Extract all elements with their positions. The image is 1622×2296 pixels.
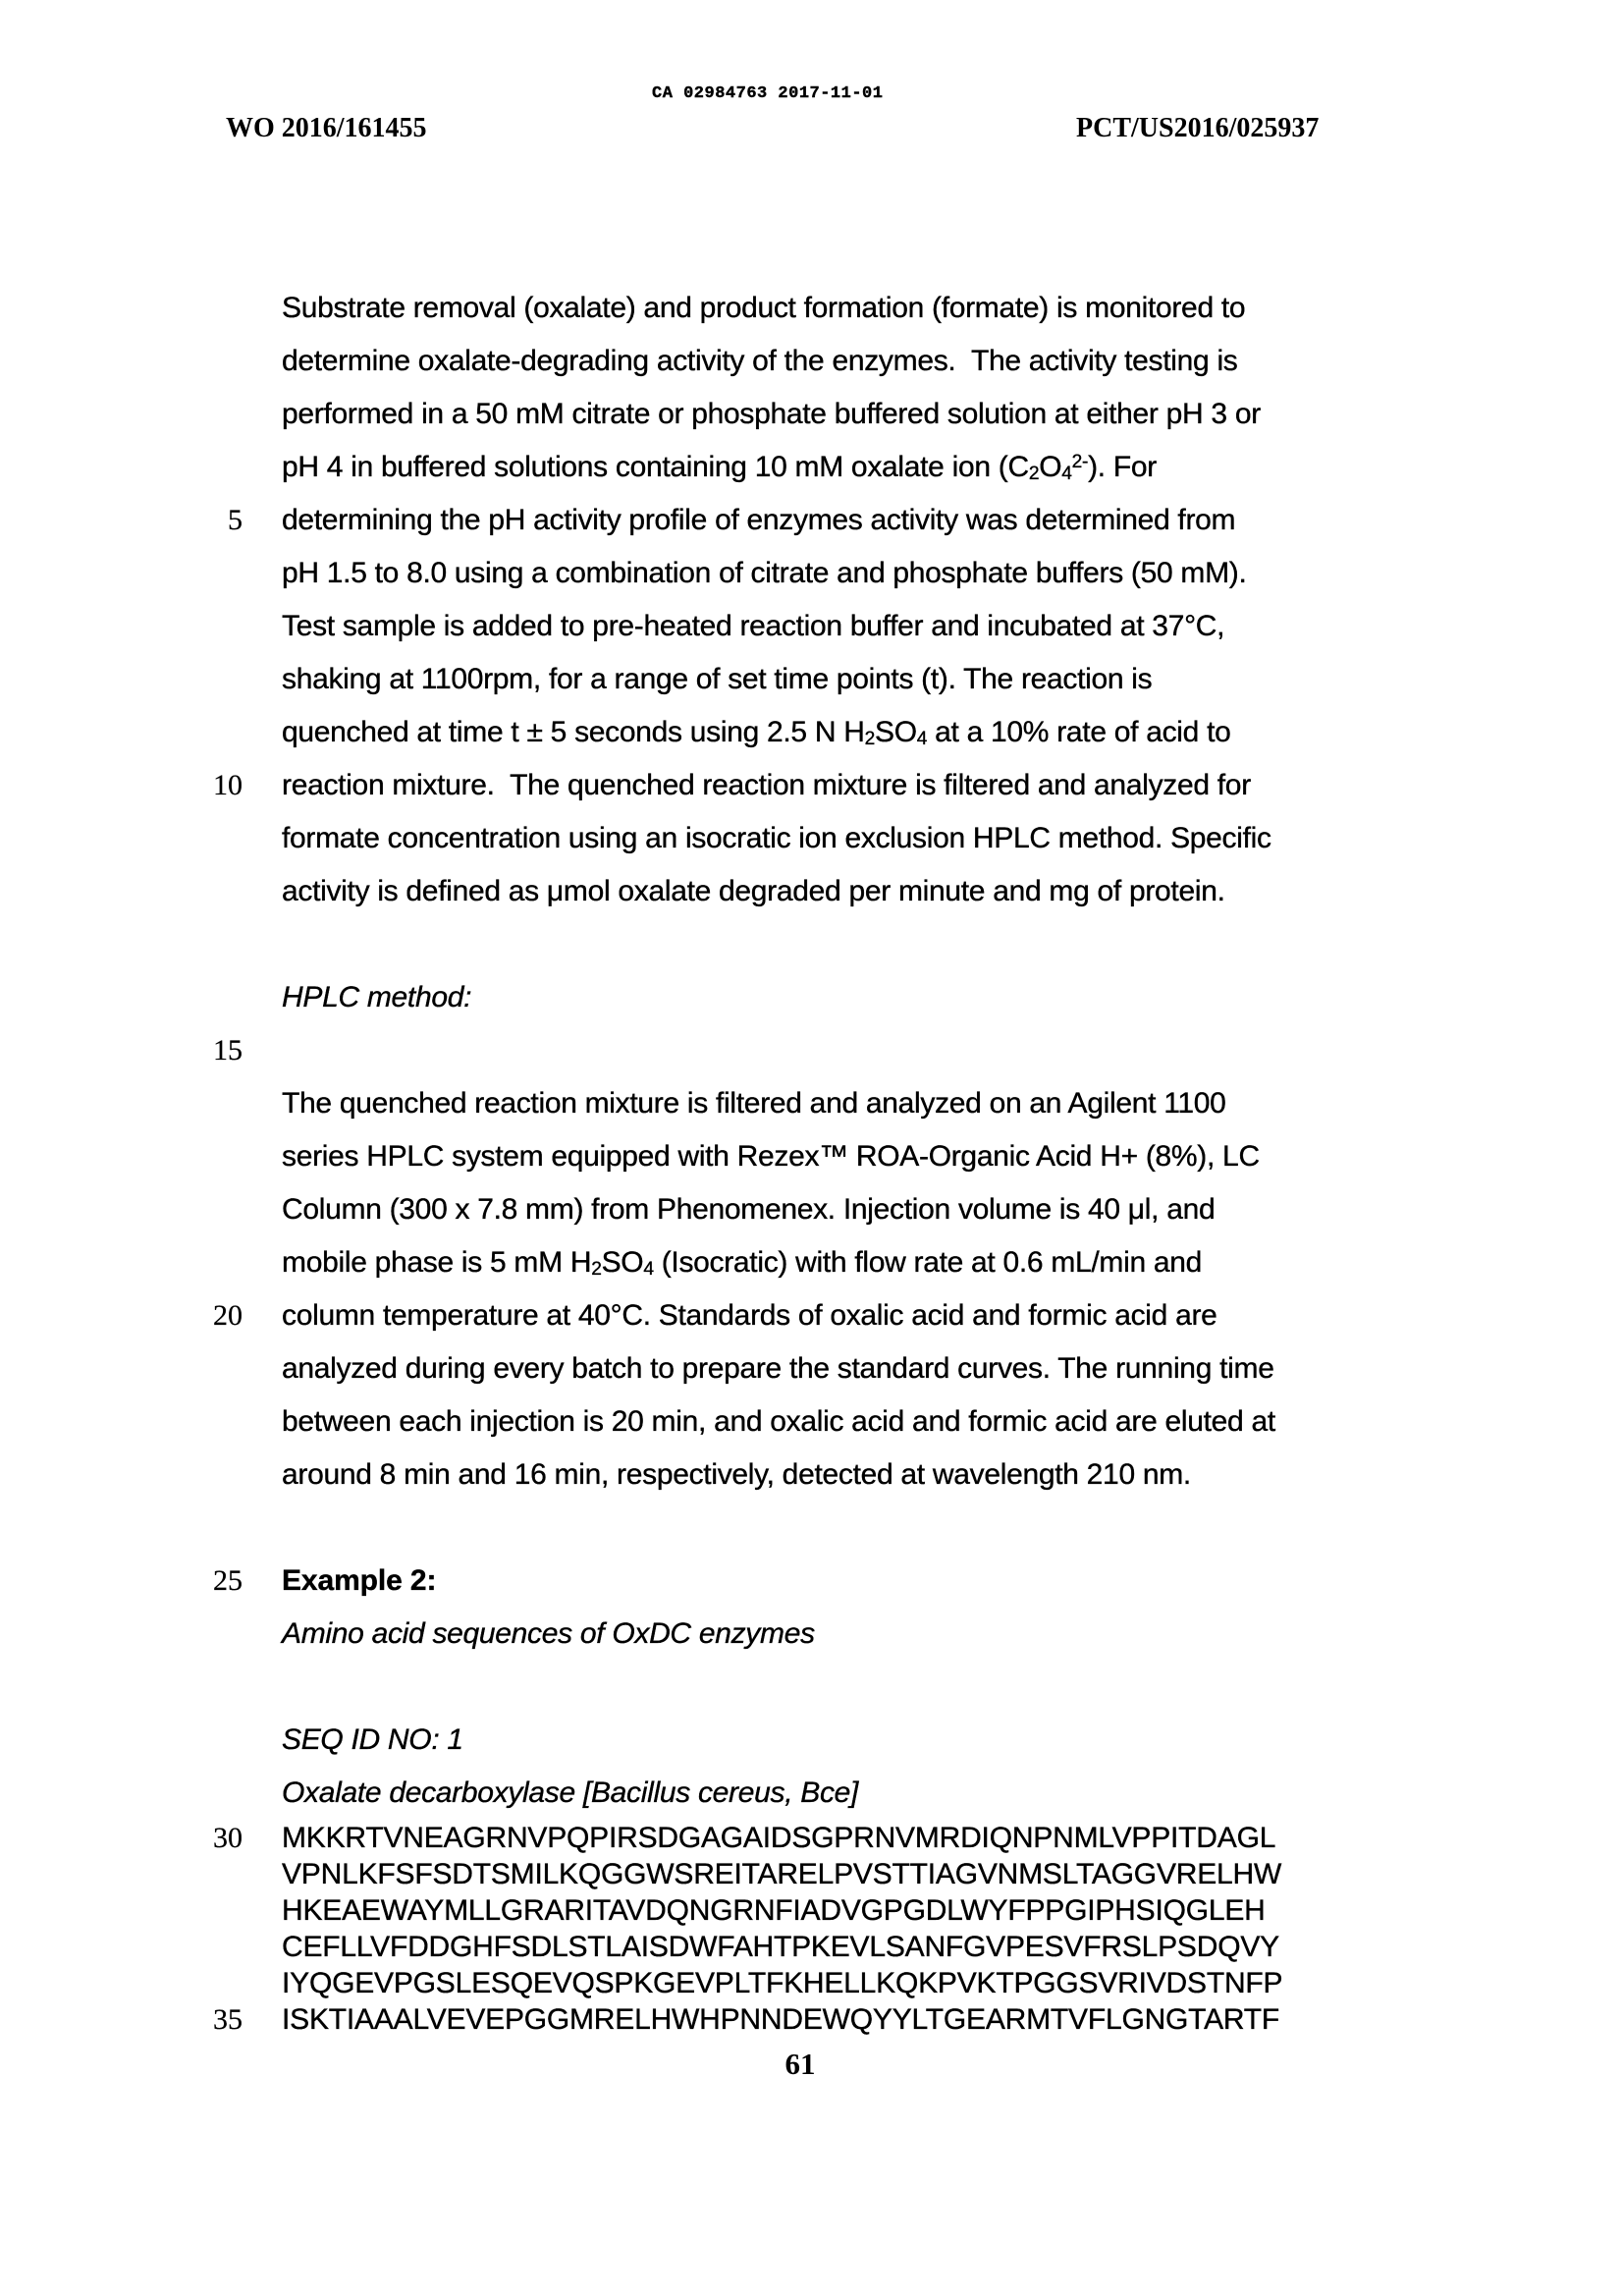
sub-text: 2: [864, 729, 875, 750]
line-text: [243, 706, 1231, 763]
text-line: [0, 2001, 1622, 2038]
scan-date-stamp: CA 02984763 2017-11-01: [652, 84, 884, 103]
line-text: [243, 653, 1152, 706]
text-line: [0, 441, 1622, 494]
line-text: [243, 547, 1247, 600]
line-text: [243, 1236, 1202, 1293]
text-segment: HKEAEWAYMLLGRARITAVDQNGRNFIADVGPGDLWYFPPGIPHSIQGLEH: [282, 1894, 1266, 1927]
text-line: [0, 1555, 1622, 1608]
text-segment: around 8 min and 16 min, respectively, detected at wavelength 210 nm.: [282, 1458, 1191, 1491]
text-line: [0, 1767, 1622, 1820]
text-segment: activity is defined as μmol oxalate degraded per minute and mg of protein.: [282, 875, 1225, 907]
sup-text: 2-: [1071, 452, 1089, 473]
sub-text: 4: [1061, 464, 1072, 485]
line-text: [243, 812, 1271, 865]
text-segment: ISKTIAAALVEVEPGGMRELHWHPNNDEWQYYLTGEARMTVFLGNGTARTF: [282, 2003, 1280, 2036]
line-number: 15: [213, 1034, 243, 1066]
text-segment: pH 1.5 to 8.0 using a combination of citrate and phosphate buffers (50 mM).: [282, 557, 1247, 589]
line-text: [243, 865, 1225, 918]
text-segment: between each injection is 20 min, and oxalic acid and formic acid are eluted at: [282, 1405, 1275, 1438]
text-line: [0, 600, 1622, 653]
text-line: [0, 1608, 1622, 1661]
text-segment: CEFLLVFDDGHFSDLSTLAISDWFAHTPKEVLSANFGVPESVFRSLPSDQVY: [282, 1931, 1279, 1963]
text-line: [0, 547, 1622, 600]
sub-text: 4: [643, 1259, 654, 1281]
text-line: [0, 1502, 1622, 1555]
text-line: [0, 1661, 1622, 1714]
text-line: [0, 918, 1622, 971]
text-line: [0, 1130, 1622, 1183]
text-line: [0, 759, 1622, 812]
text-line: [0, 1024, 1622, 1077]
text-line: [0, 282, 1622, 335]
line-text: [243, 759, 1251, 812]
line-text: [243, 600, 1224, 653]
text-segment: mobile phase is 5 mM H: [282, 1246, 592, 1279]
text-line: [0, 1820, 1622, 1856]
text-line: [0, 1714, 1622, 1767]
sub-text: 2: [1028, 464, 1040, 485]
text-segment: HPLC method:: [282, 981, 472, 1013]
text-segment: VPNLKFSFSDTSMILKQGGWSREITARELPVSTTIAGVNMSLTAGGVRELHW: [282, 1858, 1282, 1890]
text-line: [0, 706, 1622, 759]
text-segment: formate concentration using an isocratic ion exclusion HPLC method. Specific: [282, 822, 1271, 854]
line-text: [243, 1395, 1275, 1449]
text-segment: (Isocratic) with flow rate at 0.6 mL/min and: [653, 1246, 1203, 1279]
line-text: [243, 1183, 1215, 1236]
text-line: [0, 1892, 1622, 1929]
line-text: [243, 1130, 1260, 1183]
text-segment: analyzed during every batch to prepare the standard curves. The running time: [282, 1352, 1274, 1385]
line-text: [243, 282, 1245, 335]
text-segment: performed in a 50 mM citrate or phosphate buffered solution at either pH 3 or: [282, 398, 1261, 430]
text-line: [0, 1289, 1622, 1342]
line-text: [243, 1929, 1279, 1965]
line-text: [243, 1767, 858, 1820]
text-segment: Column (300 x 7.8 mm) from Phenomenex. Injection volume is 40 μl, and: [282, 1193, 1216, 1226]
text-segment: at a 10% rate of acid to: [927, 716, 1231, 748]
line-text: [243, 1077, 1226, 1130]
line-text: [243, 1965, 1282, 2001]
line-text: [243, 494, 1235, 547]
text-segment: SO: [875, 716, 917, 748]
line-text: [243, 441, 1157, 498]
text-line: [0, 388, 1622, 441]
line-number: 25: [213, 1564, 243, 1597]
line-text: [243, 1820, 1275, 1856]
line-text: [243, 1714, 463, 1767]
line-text: [243, 1289, 1217, 1342]
text-segment: pH 4 in buffered solutions containing 10 mM oxalate ion (C: [282, 451, 1029, 483]
line-text: [243, 388, 1261, 441]
line-text: [243, 971, 471, 1024]
text-line: [0, 1929, 1622, 1965]
text-line: [0, 1342, 1622, 1395]
text-line: [0, 1965, 1622, 2001]
text-segment: O: [1039, 451, 1062, 483]
application-number: PCT/US2016/025937: [1076, 113, 1320, 143]
text-segment: reaction mixture. The quenched reaction mixture is filtered and analyzed for: [282, 769, 1251, 801]
line-text: [243, 1342, 1274, 1395]
line-number: 20: [213, 1299, 243, 1332]
document-body: [0, 282, 1622, 2038]
line-text: [243, 1449, 1191, 1502]
line-text: [243, 1555, 436, 1608]
line-number: 35: [213, 2003, 243, 2036]
text-line: [0, 1183, 1622, 1236]
text-line: [0, 1077, 1622, 1130]
text-segment: IYQGEVPGSLESQEVQSPKGEVPLTFKHELLKQKPVKTPGGSVRIVDSTNFP: [282, 1967, 1283, 1999]
sub-text: 2: [591, 1259, 602, 1281]
text-line: [0, 1236, 1622, 1289]
text-segment: quenched at time t ± 5 seconds using 2.5 N H: [282, 716, 865, 748]
text-segment: column temperature at 40°C. Standards of oxalic acid and formic acid are: [282, 1299, 1217, 1332]
text-line: [0, 1395, 1622, 1449]
line-text: [243, 335, 1238, 388]
text-segment: ). For: [1088, 451, 1157, 483]
text-segment: shaking at 1100rpm, for a range of set time points (t). The reaction is: [282, 663, 1153, 695]
page-number: 61: [784, 2047, 816, 2081]
text-segment: Test sample is added to pre-heated reaction buffer and incubated at 37°C,: [282, 610, 1225, 642]
line-number: 10: [213, 769, 243, 801]
line-text: [243, 1608, 815, 1661]
text-segment: Substrate removal (oxalate) and product formation (formate) is monitored to: [282, 292, 1246, 324]
text-segment: determine oxalate-degrading activity of the enzymes. The activity testing is: [282, 345, 1238, 377]
text-segment: SO: [601, 1246, 644, 1279]
sub-text: 4: [916, 729, 928, 750]
line-text: [243, 1856, 1281, 1892]
text-segment: Oxalate decarboxylase [Bacillus cereus, Bce]: [282, 1777, 859, 1809]
text-segment: MKKRTVNEAGRNVPQPIRSDGAGAIDSGPRNVMRDIQNPNMLVPPITDAGL: [282, 1822, 1276, 1854]
text-segment: SEQ ID NO: 1: [282, 1723, 463, 1756]
text-line: [0, 865, 1622, 918]
publication-number: WO 2016/161455: [226, 113, 427, 143]
text-line: [0, 1856, 1622, 1892]
line-number: 5: [228, 504, 243, 536]
text-line: [0, 971, 1622, 1024]
text-line: [0, 494, 1622, 547]
text-segment: Example 2:: [282, 1564, 437, 1597]
text-segment: determining the pH activity profile of enzymes activity was determined from: [282, 504, 1236, 536]
line-number: 30: [213, 1822, 243, 1854]
line-text: [243, 2001, 1279, 2038]
text-line: [0, 812, 1622, 865]
text-line: [0, 335, 1622, 388]
text-segment: Amino acid sequences of OxDC enzymes: [282, 1617, 815, 1650]
text-line: [0, 653, 1622, 706]
text-segment: The quenched reaction mixture is filtered and analyzed on an Agilent 1100: [282, 1087, 1226, 1120]
line-text: [243, 1892, 1266, 1929]
text-segment: series HPLC system equipped with Rezex™ ROA-Organic Acid H+ (8%), LC: [282, 1140, 1260, 1173]
text-line: [0, 1449, 1622, 1502]
